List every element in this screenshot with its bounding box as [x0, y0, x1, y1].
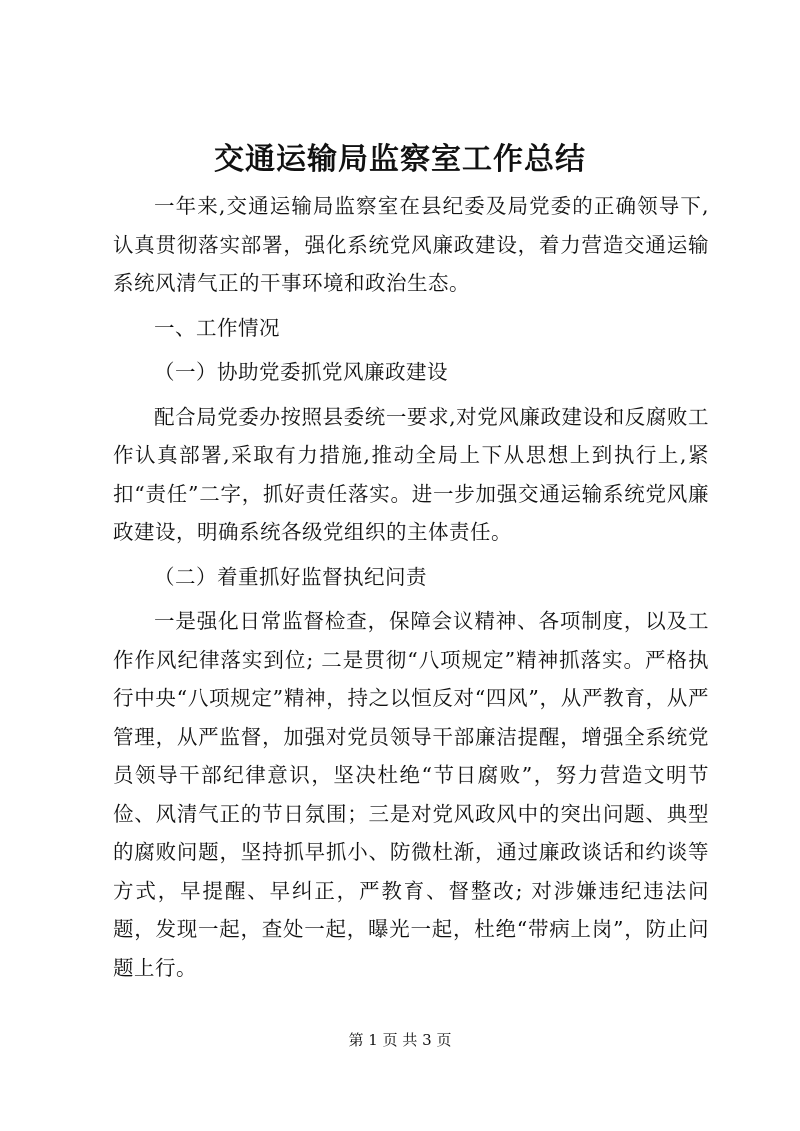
page-footer: 第 1 页 共 3 页	[348, 1031, 452, 1049]
subsection-body-2: 一是强化日常监督检查，保障会议精神、各项制度，以及工作作风纪律落实到位; 二是贯彻“八项规定”精神抓落实。严格执行中央“八项规定”精神，持之以恒反对“四风”，从严教育，从严管理，从严监督，加强对党员领导干部廉洁提醒，增强全系统党员领导干部纪律意识，坚决杜绝“节日腐败”，努力营造文明节俭、风清气正的节日氛围；三是对党风政风中的突出问题、典型的腐败问题，坚持抓早抓小、防微杜渐，通过廉政谈话和约谈等方式，早提醒、早纠正，严教育、督整改; 对涉嫌违纪违法问题，发现一起，查处一起，曝光一起，杜绝“带病上岗”，防止问题上行。	[113, 609, 709, 980]
intro-paragraph: 一年来,交通运输局监察室在县纪委及局党委的正确领导下,认真贯彻落实部署，强化系统党风廉政建设，着力营造交通运输系统风清气正的干事环境和政治生态。	[113, 194, 709, 295]
subsection-body-1: 配合局党委办按照县委统一要求,对党风廉政建设和反腐败工作认真部署,采取有力措施,推动全局上下从思想上到执行上,紧扣“责任”二字，抓好责任落实。进一步加强交通运输系统党风廉政建设，明确系统各级党组织的主体责任。	[113, 404, 709, 544]
section-heading: 一、工作情况	[154, 315, 280, 340]
subsection-heading-2: （二）着重抓好监督执纪问责	[154, 564, 427, 589]
page-title: 交通运输局监察室工作总结	[214, 142, 586, 177]
subsection-heading-1: （一）协助党委抓党风廉政建设	[154, 360, 448, 384]
document-body	[113, 187, 709, 987]
